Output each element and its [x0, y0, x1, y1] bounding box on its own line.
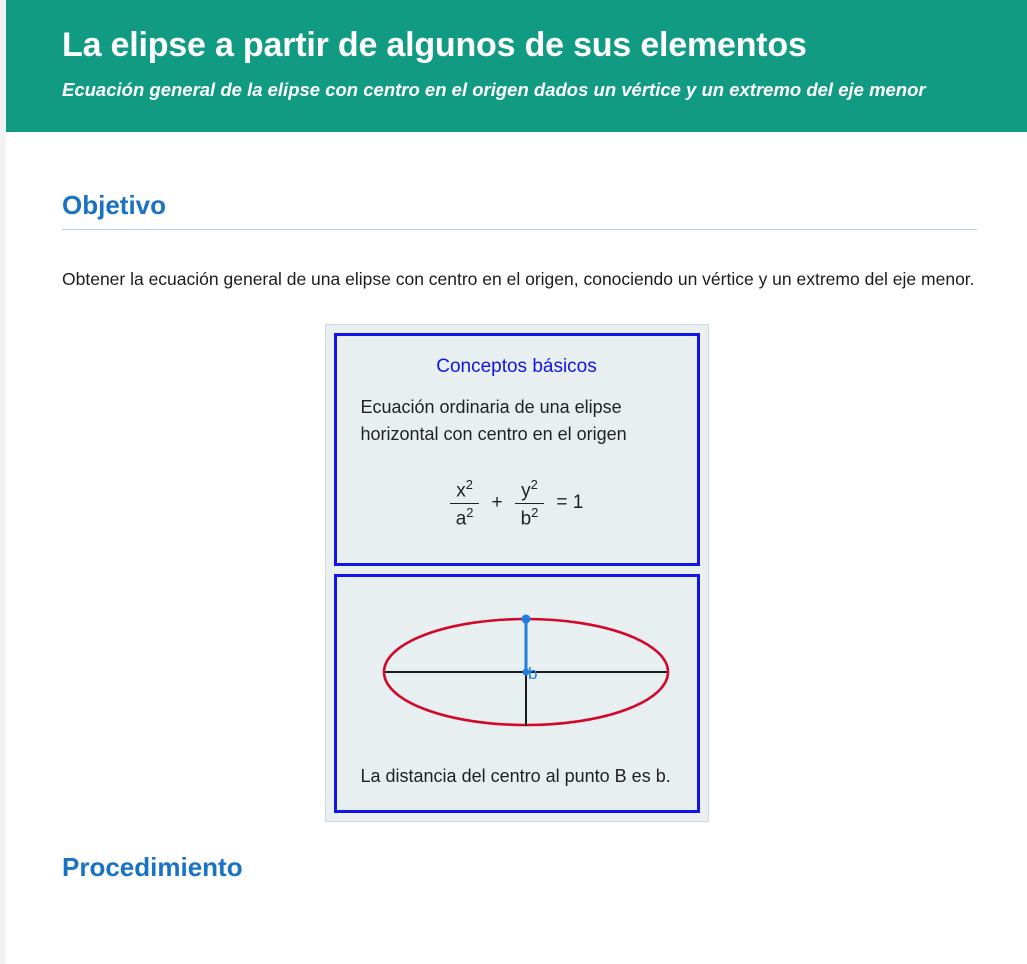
exponent: 2 — [465, 476, 473, 492]
section-heading-procedimiento: Procedimiento — [62, 852, 243, 883]
fraction-denominator: $a^2$ — [450, 503, 480, 529]
page-header — [6, 0, 1027, 132]
ellipse-standard-equation — [361, 478, 673, 530]
fraction-denominator: $b^2$ — [515, 503, 545, 529]
exponent: 2 — [530, 476, 538, 492]
concept-card-text: Ecuación ordinaria de una elipse horizontal con centro en el origen — [360, 396, 627, 444]
exponent: 2 — [466, 504, 474, 520]
plus-operator: + — [491, 492, 503, 514]
page-content — [6, 190, 1027, 883]
point-b-label: b — [527, 664, 537, 684]
page-subtitle: Ecuación general de la elipse con centro en el origen dados un vértice y un extremo del eje menor — [62, 79, 926, 101]
exponent: 2 — [531, 504, 539, 520]
section-heading-objetivo: Objetivo — [62, 190, 167, 221]
concept-card-title: Conceptos básicos — [436, 355, 597, 377]
figure-caption: La distancia del centro al punto B es b. — [360, 766, 671, 787]
fraction-numerator: $x^2$ — [456, 476, 473, 501]
point-b-marker — [521, 615, 530, 624]
concept-card-figure — [334, 574, 700, 813]
fraction-numerator: $y^2$ — [521, 476, 538, 501]
fraction-x2-a2 — [450, 478, 480, 530]
objetivo-paragraph: Obtener la ecuación general de una elipse con centro en el origen, conociendo un vértice y un extremo del eje menor. — [62, 269, 975, 290]
section-divider — [62, 229, 977, 230]
concept-cards-frame — [325, 324, 709, 823]
page-title: La elipse a partir de algunos de sus elementos — [62, 26, 807, 64]
concept-card-formula — [334, 333, 700, 567]
ellipse-figure — [361, 599, 673, 745]
concept-cards-wrapper — [62, 324, 971, 823]
equals-one: = 1 — [556, 492, 584, 514]
fraction-y2-b2 — [515, 478, 545, 530]
ellipse-diagram — [361, 599, 691, 745]
